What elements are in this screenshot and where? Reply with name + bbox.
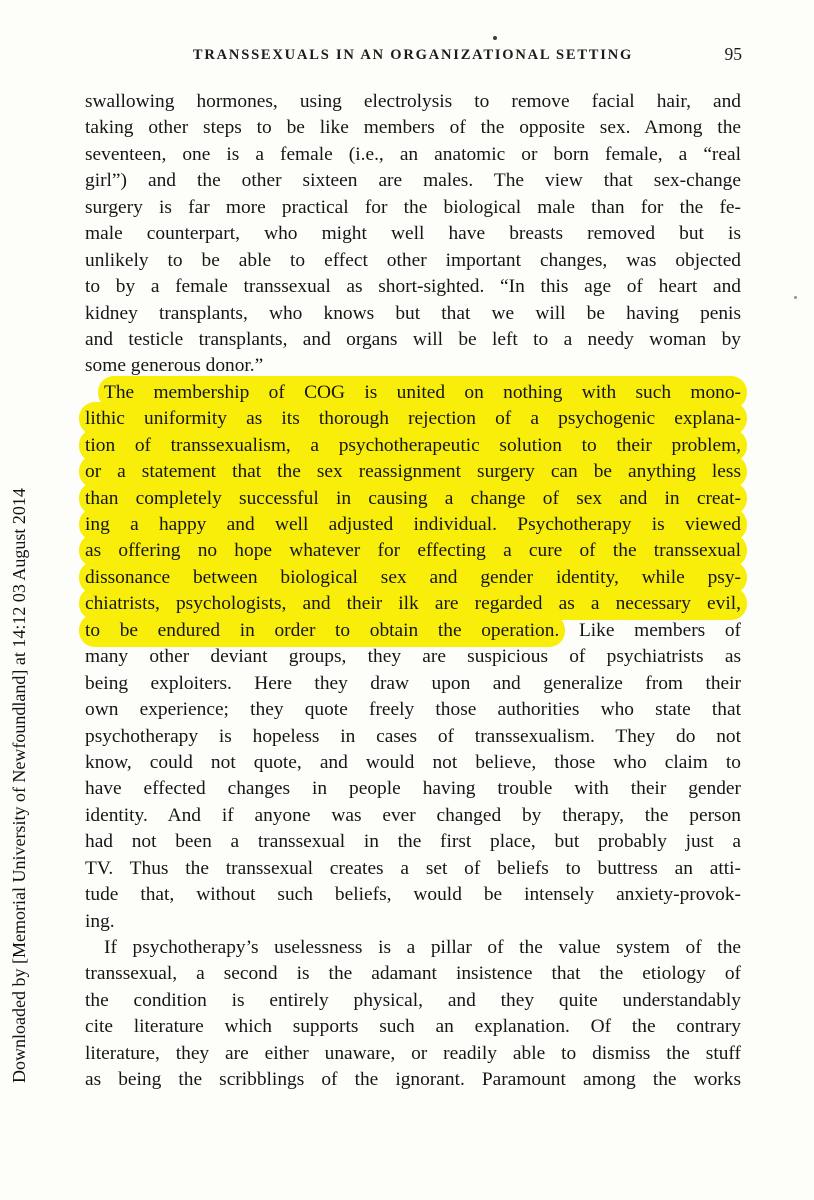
text-line: [85, 142, 741, 168]
text-line: [85, 1067, 741, 1093]
text-line: [85, 882, 741, 908]
text-segment: Like members of: [559, 619, 741, 641]
running-head-title: TRANSSEXUALS IN AN ORGANIZATIONAL SETTING: [192, 47, 634, 63]
highlighted-text: The membership of COG is united on nothing with such mono-: [104, 381, 741, 403]
text-line: [85, 486, 741, 512]
scan-speck: [493, 36, 497, 40]
text-line: [85, 248, 741, 274]
text-line: [85, 327, 741, 353]
text-line: [85, 406, 741, 432]
text-line: [85, 195, 741, 221]
text-segment: If psychotherapy’s uselessness is a pillar of the value system of the: [104, 937, 741, 958]
text-segment: own experience; they quote freely those authorities who state that: [85, 699, 741, 721]
text-line: [85, 221, 741, 247]
scan-speck: [794, 296, 797, 299]
highlighted-text: dissonance between biological sex and gender identity, while psy-: [85, 566, 741, 588]
text-line: [85, 565, 741, 591]
text-segment: to by a female transsexual as short-sighted. “In this age of heart and: [85, 276, 741, 298]
download-watermark: Downloaded by [Memorial University of Newfoundland] at 14:12 03 August 2014: [9, 488, 29, 1083]
text-segment: many other deviant groups, they are suspicious of psychiatrists as: [85, 646, 741, 668]
text-line: [85, 961, 741, 987]
text-line: [85, 644, 741, 670]
text-line: [85, 697, 741, 723]
text-line: [85, 274, 741, 300]
text-line: [85, 512, 741, 538]
text-segment: cite literature which supports such an explanation. Of the contrary: [85, 1016, 741, 1038]
text-segment: literature, they are either unaware, or readily able to dismiss the stuff: [85, 1042, 741, 1064]
text-segment: know, could not quote, and would not believe, those who claim to: [85, 751, 741, 773]
text-segment: ing.: [85, 910, 115, 932]
text-segment: surgery is far more practical for the biological male than for the fe-: [85, 196, 741, 218]
text-line: [85, 115, 741, 141]
text-segment: being exploiters. Here they draw upon and generalize from their: [85, 672, 741, 694]
highlighted-text: or a statement that the sex reassignment surgery can be anything less: [85, 461, 741, 483]
text-segment: girl”) and the other sixteen are males. The view that sex-change: [85, 170, 741, 192]
highlighted-text: than completely successful in causing a change of sex and in creat-: [85, 487, 741, 509]
text-line: [85, 988, 741, 1014]
text-line: [85, 168, 741, 194]
text-line: [85, 459, 741, 485]
text-line: [85, 538, 741, 564]
text-line: [85, 829, 741, 855]
text-segment: as being the scribblings of the ignorant. Paramount among the works: [85, 1069, 741, 1091]
text-line: [85, 750, 741, 776]
text-segment: taking other steps to be like members of the opposite sex. Among the: [85, 117, 741, 139]
text-line: [85, 353, 741, 379]
body-text: [85, 89, 741, 1094]
text-segment: tude that, without such beliefs, would be intensely anxiety-provok-: [85, 884, 741, 906]
highlighted-text: tion of transsexualism, a psychotherapeutic solution to their problem,: [85, 434, 741, 456]
text-line: [85, 856, 741, 882]
highlighted-text: chiatrists, psychologists, and their ilk are regarded as a necessary evil,: [85, 593, 741, 615]
text-segment: some generous donor.”: [85, 355, 264, 377]
text-line: [85, 1014, 741, 1040]
highlighted-text: ing a happy and well adjusted individual. Psychotherapy is viewed: [85, 514, 741, 535]
text-line: [85, 618, 741, 644]
text-line: [85, 433, 741, 459]
text-line: [85, 380, 741, 406]
text-line: [85, 1041, 741, 1067]
text-segment: seventeen, one is a female (i.e., an anatomic or born female, a “real: [85, 143, 741, 165]
text-line: [85, 89, 741, 115]
text-segment: transsexual, a second is the adamant insistence that the etiology of: [85, 963, 741, 985]
text-segment: identity. And if anyone was ever changed by therapy, the person: [85, 804, 741, 826]
text-line: [85, 803, 741, 829]
text-segment: had not been a transsexual in the first place, but probably just a: [85, 831, 741, 853]
page-number: 95: [724, 44, 742, 64]
text-line: [85, 776, 741, 802]
text-segment: the condition is entirely physical, and they quite understandably: [85, 989, 741, 1011]
text-line: [85, 909, 741, 935]
text-line: [85, 935, 741, 961]
text-segment: psychotherapy is hopeless in cases of transsexualism. They do not: [85, 725, 741, 747]
text-segment: TV. Thus the transsexual creates a set of beliefs to buttress an atti-: [85, 857, 741, 879]
text-line: [85, 671, 741, 697]
text-segment: male counterpart, who might well have breasts removed but is: [85, 223, 741, 245]
text-line: [85, 724, 741, 750]
highlighted-text: as offering no hope whatever for effecting a cure of the transsexual: [85, 540, 741, 562]
text-line: [85, 301, 741, 327]
text-segment: kidney transplants, who knows but that we will be having penis: [85, 302, 741, 324]
text-segment: have effected changes in people having trouble with their gender: [85, 778, 741, 800]
highlighted-text: lithic uniformity as its thorough rejection of a psychogenic explana-: [85, 408, 741, 430]
text-segment: unlikely to be able to effect other important changes, was objected: [85, 249, 741, 271]
text-segment: swallowing hormones, using electrolysis to remove facial hair, and: [85, 91, 741, 112]
text-line: [85, 591, 741, 617]
highlighted-text: to be endured in order to obtain the operation.: [85, 619, 560, 641]
text-segment: and testicle transplants, and organs will be left to a needy woman by: [85, 328, 741, 350]
